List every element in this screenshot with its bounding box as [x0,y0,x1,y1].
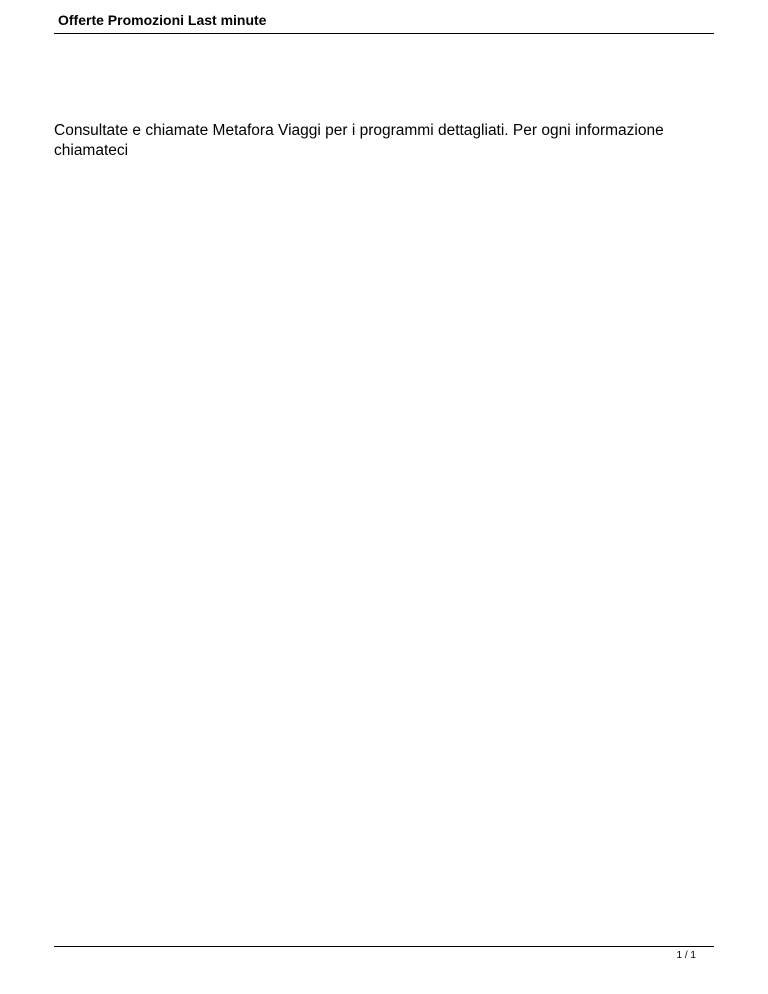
page-header [54,0,714,36]
footer-divider [54,946,714,947]
header-title: Offerte Promozioni Last minute [58,12,267,28]
header-divider [54,33,714,34]
body-paragraph: Consultate e chiamate Metafora Viaggi per i programmi dettagliati. Per ogni informazione chiamateci [54,122,664,159]
page-number: 1 / 1 [676,950,696,961]
page-footer [54,946,714,976]
